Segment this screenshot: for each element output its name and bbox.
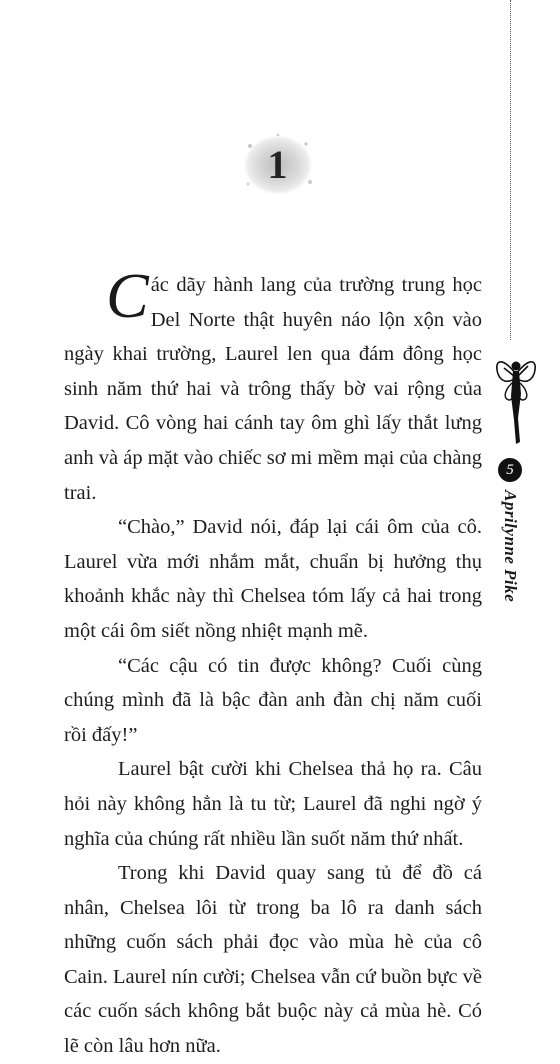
chapter-number: 1	[267, 142, 289, 187]
margin-dotted-rule	[510, 0, 511, 340]
paragraph-1	[64, 260, 482, 510]
author-name: Aprilynne Pike	[501, 490, 520, 603]
chapter-badge	[240, 132, 316, 198]
fairy-icon	[494, 344, 538, 448]
body-text	[64, 260, 482, 1064]
drop-cap: C	[106, 260, 149, 331]
page-number: 5	[498, 458, 522, 482]
paragraph-2: “Chào,” David nói, đáp lại cái ôm của cô. Laurel vừa mới nhắm mắt, chuẩn bị hưởng thụ khoảnh khắc này thì Chelsea tóm lấy cả hai trong một cái ôm siết nồng nhiệt mạnh mẽ.	[64, 516, 482, 642]
paragraph-4: Laurel bật cười khi Chelsea thả họ ra. Câu hỏi này không hẳn là tu từ; Laurel đã nghi ngờ ý nghĩa của chúng rất nhiều lần suốt năm thứ nhất.	[64, 758, 482, 850]
paragraph-3: “Các cậu có tin được không? Cuối cùng chúng mình đã là bậc đàn anh đàn chị năm cuối rồi đấy!”	[64, 654, 482, 746]
paragraph-5: Trong khi David quay sang tủ để đồ cá nhân, Chelsea lôi từ trong ba lô ra danh sách những cuốn sách phải đọc vào mùa hè của cô Cain. Laurel nín cười; Chelsea vẫn cứ buồn bực về các cuốn sách không bắt buộc này cả mùa hè. Có lẽ còn lâu hơn nữa.	[64, 862, 482, 1058]
paragraph-text: ác dãy hành lang của trường trung học Del Norte thật huyên náo lộn xộn vào ngày khai trường, Laurel len qua đám đông học sinh năm thứ hai và trông thấy bờ vai rộng của David. Cô vòng hai cánh tay ôm ghì lấy thắt lưng anh và áp mặt vào chiếc sơ mi mềm mại của chàng trai.	[64, 274, 482, 504]
